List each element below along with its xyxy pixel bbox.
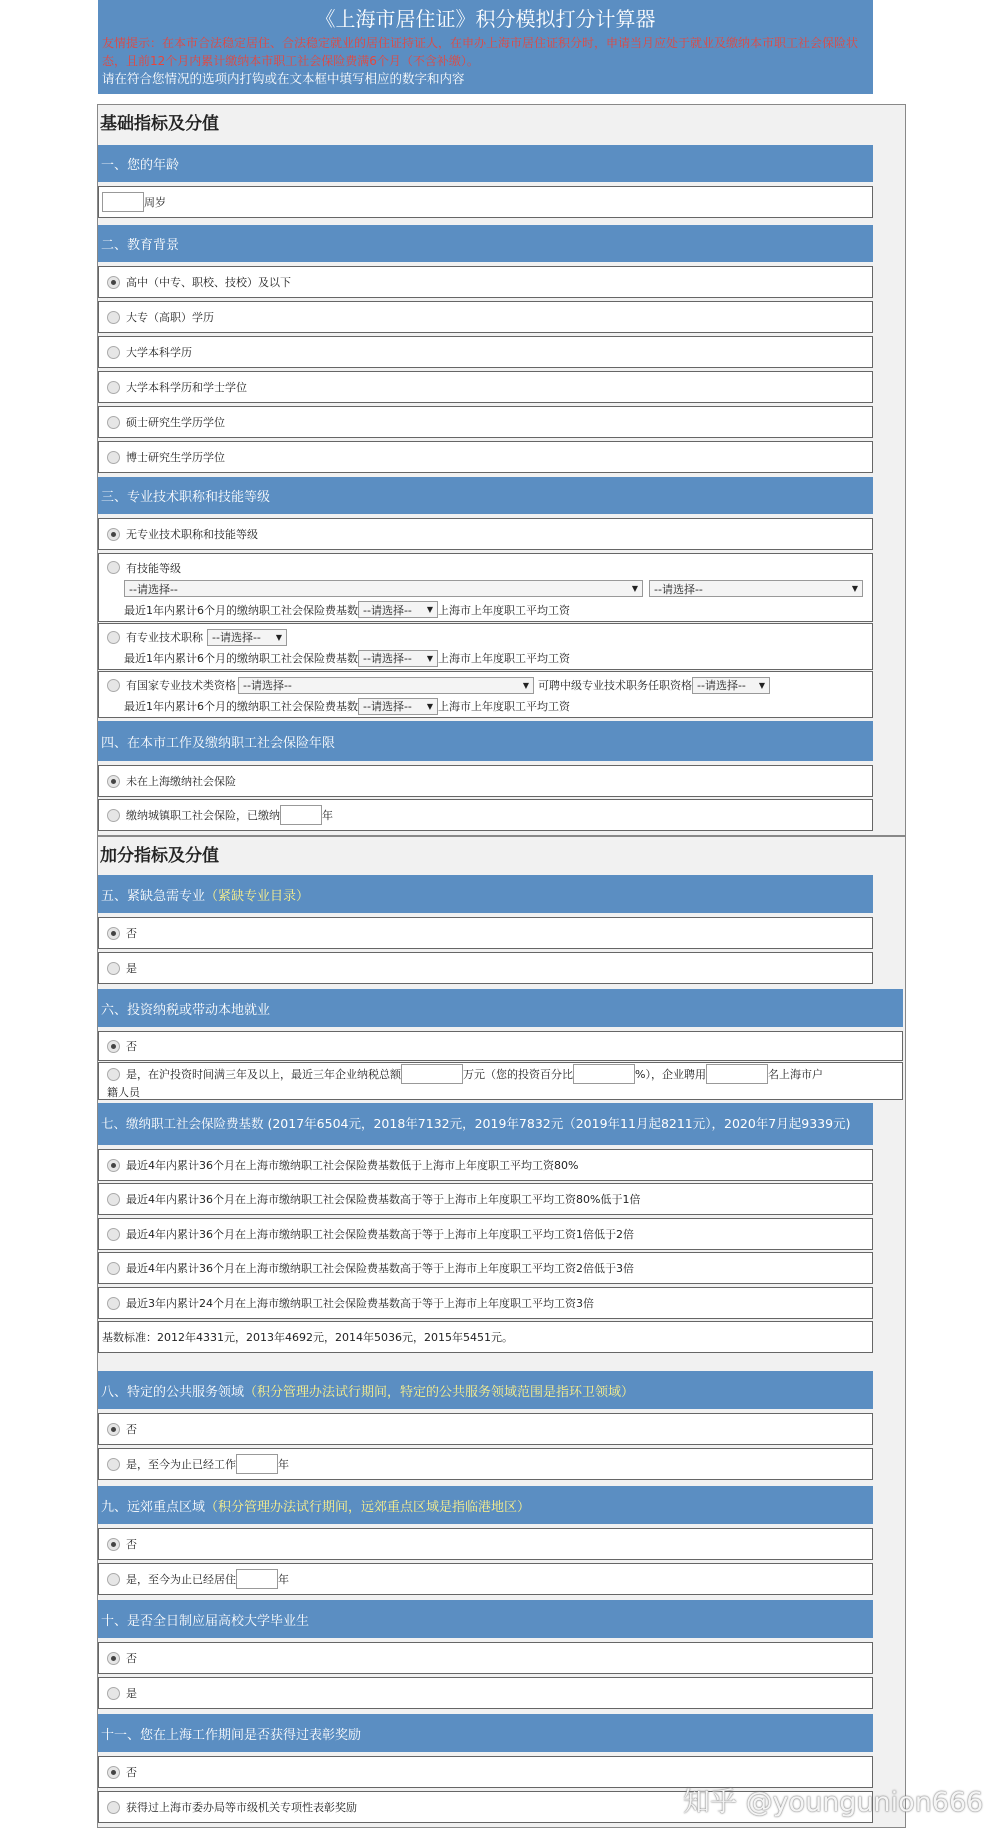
edu-option[interactable]: 博士研究生学历学位 bbox=[98, 441, 873, 473]
ssbase-option[interactable]: 最近4年内累计36个月在上海市缴纳职工社会保险费基数高于等于上海市上年度职工平均工资2倍低于3倍 bbox=[98, 1252, 873, 1284]
hired-count-input[interactable] bbox=[706, 1064, 768, 1084]
radio-icon[interactable] bbox=[107, 679, 120, 692]
bonus-panel-title: 加分指标及分值 bbox=[100, 846, 219, 866]
shortage-no-option[interactable]: 否 bbox=[98, 917, 873, 949]
invest-no-option[interactable]: 否 bbox=[98, 1031, 903, 1061]
section-education: 二、教育背景 bbox=[98, 225, 873, 262]
section-social: 四、在本市工作及缴纳职工社会保险年限 bbox=[98, 721, 873, 761]
radio-icon[interactable] bbox=[107, 1040, 120, 1053]
section-age: 一、您的年龄 bbox=[98, 145, 873, 182]
radio-icon[interactable] bbox=[107, 561, 120, 574]
radio-icon[interactable] bbox=[107, 1573, 120, 1586]
skill-level-row: 有技能等级 --请选择-- ▼ --请选择-- ▼ 最近1年内累计6个月的缴纳职工社会保险费基数 --请选择-- ▼ 上海市上年度职工平均工资 bbox=[98, 553, 873, 622]
radio-icon[interactable] bbox=[107, 276, 120, 289]
radio-icon[interactable] bbox=[107, 1193, 120, 1206]
radio-icon[interactable] bbox=[107, 1458, 120, 1471]
section-title-skill: 三、专业技术职称和技能等级 bbox=[98, 477, 873, 514]
shortage-yes-option[interactable]: 是 bbox=[98, 952, 873, 984]
edu-option[interactable]: 硕士研究生学历学位 bbox=[98, 406, 873, 438]
award-no-option[interactable]: 否 bbox=[98, 1756, 873, 1788]
section-ssbase: 七、缴纳职工社会保险费基数 (2017年6504元，2018年7132元，2019年7832元（2019年11月起8211元），2020年7月起9339元) bbox=[98, 1103, 873, 1145]
social-none-option[interactable]: 未在上海缴纳社会保险 bbox=[98, 765, 873, 797]
radio-icon[interactable] bbox=[107, 451, 120, 464]
ssbase-option[interactable]: 最近4年内累计36个月在上海市缴纳职工社会保险费基数低于上海市上年度职工平均工资80% bbox=[98, 1149, 873, 1181]
invest-yes-option: 是，在沪投资时间满三年及以上，最近三年企业纳税总额 万元（您的投资百分比 %），企业聘用 名上海市户 籍人员 bbox=[98, 1062, 903, 1100]
radio-icon[interactable] bbox=[107, 416, 120, 429]
radio-icon[interactable] bbox=[107, 927, 120, 940]
dropdown-arrow-icon: ▼ bbox=[426, 605, 433, 614]
basic-panel-title: 基础指标及分值 bbox=[100, 114, 219, 134]
age-unit: 周岁 bbox=[144, 196, 166, 209]
dropdown-arrow-icon: ▼ bbox=[631, 584, 638, 593]
section-graduate: 十、是否全日制应届高校大学毕业生 bbox=[98, 1600, 873, 1638]
social-paid-option[interactable]: 缴纳城镇职工社会保险，已缴纳 年 bbox=[98, 799, 873, 831]
tax-total-input[interactable] bbox=[401, 1064, 463, 1084]
section-shortage: 五、紧缺急需专业 （紧缺专业目录） bbox=[98, 875, 873, 913]
radio-icon[interactable] bbox=[107, 1687, 120, 1700]
radio-icon[interactable] bbox=[107, 1652, 120, 1665]
dropdown-arrow-icon: ▼ bbox=[851, 584, 858, 593]
public-yes-option[interactable]: 是，至今为止已经工作 年 bbox=[98, 1448, 873, 1480]
radio-icon[interactable] bbox=[107, 962, 120, 975]
radio-icon[interactable] bbox=[107, 311, 120, 324]
dropdown-arrow-icon: ▼ bbox=[426, 701, 433, 711]
section-suburb: 九、远郊重点区域 （积分管理办法试行期间，远郊重点区域是指临港地区） bbox=[98, 1486, 873, 1524]
suburb-no-option[interactable]: 否 bbox=[98, 1528, 873, 1560]
bonus-panel bbox=[97, 836, 906, 1828]
instruction-text: 请在符合您情况的选项内打钩或在文本框中填写相应的数字和内容 bbox=[102, 71, 465, 86]
section-public-service: 八、特定的公共服务领域 （积分管理办法试行期间，特定的公共服务领域范围是指环卫领域） bbox=[98, 1371, 873, 1409]
mid-qual-select[interactable]: --请选择-- ▼ bbox=[692, 677, 770, 694]
ssbase-option[interactable]: 最近4年内累计36个月在上海市缴纳职工社会保险费基数高于等于上海市上年度职工平均工资80%低于1倍 bbox=[98, 1183, 873, 1215]
prof-title-row: 有专业技术职称 --请选择-- ▼ 最近1年内累计6个月的缴纳职工社会保险费基数 --请选择-- ▼ 上海市上年度职工平均工资 bbox=[98, 623, 873, 670]
radio-icon[interactable] bbox=[107, 631, 120, 644]
ssbase-standard: 基数标准：2012年4331元，2013年4692元，2014年5036元，2015年5451元。 bbox=[98, 1321, 873, 1353]
ss-base-select[interactable]: --请选择-- ▼ bbox=[358, 698, 438, 715]
radio-icon[interactable] bbox=[107, 1068, 120, 1081]
header-banner bbox=[98, 0, 873, 94]
edu-option[interactable]: 大学本科学历和学士学位 bbox=[98, 371, 873, 403]
social-years-input[interactable] bbox=[280, 805, 322, 825]
basic-panel bbox=[97, 104, 906, 836]
radio-icon[interactable] bbox=[107, 775, 120, 788]
invest-percent-input[interactable] bbox=[573, 1064, 635, 1084]
public-no-option[interactable]: 否 bbox=[98, 1413, 873, 1445]
edu-option[interactable]: 大学本科学历 bbox=[98, 336, 873, 368]
graduate-yes-option[interactable]: 是 bbox=[98, 1677, 873, 1709]
radio-icon[interactable] bbox=[107, 346, 120, 359]
dropdown-arrow-icon: ▼ bbox=[426, 653, 433, 663]
graduate-no-option[interactable]: 否 bbox=[98, 1642, 873, 1674]
radio-icon[interactable] bbox=[107, 1297, 120, 1310]
ssbase-option[interactable]: 最近4年内累计36个月在上海市缴纳职工社会保险费基数高于等于上海市上年度职工平均工资1倍低于2倍 bbox=[98, 1218, 873, 1250]
age-row bbox=[98, 186, 873, 218]
skill-type-select[interactable]: --请选择-- ▼ bbox=[124, 580, 643, 597]
prof-title-select[interactable]: --请选择-- ▼ bbox=[207, 629, 287, 646]
radio-icon[interactable] bbox=[107, 1423, 120, 1436]
skill-grade-select[interactable]: --请选择-- ▼ bbox=[649, 580, 863, 597]
edu-option[interactable]: 高中（中专、职校、技校）及以下 bbox=[98, 266, 873, 298]
section-award: 十一、您在上海工作期间是否获得过表彰奖励 bbox=[98, 1714, 873, 1752]
age-input[interactable] bbox=[102, 192, 144, 212]
title-none-option[interactable]: 无专业技术职称和技能等级 bbox=[98, 518, 873, 550]
suburb-years-input[interactable] bbox=[236, 1569, 278, 1589]
radio-icon[interactable] bbox=[107, 381, 120, 394]
radio-icon[interactable] bbox=[107, 1766, 120, 1779]
ssbase-option[interactable]: 最近3年内累计24个月在上海市缴纳职工社会保险费基数高于等于上海市上年度职工平均工资3倍 bbox=[98, 1287, 873, 1319]
radio-icon[interactable] bbox=[107, 1262, 120, 1275]
section-invest: 六、投资纳税或带动本地就业 bbox=[98, 989, 903, 1027]
dropdown-arrow-icon: ▼ bbox=[275, 632, 282, 642]
award-opt1-option[interactable]: 获得过上海市委办局等市级机关专项性表彰奖励 bbox=[98, 1791, 873, 1823]
radio-icon[interactable] bbox=[107, 1538, 120, 1551]
public-years-input[interactable] bbox=[236, 1454, 278, 1474]
national-qual-select[interactable]: --请选择-- ▼ bbox=[238, 677, 534, 694]
ss-base-select[interactable]: --请选择-- ▼ bbox=[358, 601, 438, 618]
dropdown-arrow-icon: ▼ bbox=[758, 680, 765, 690]
ss-base-select[interactable]: --请选择-- ▼ bbox=[358, 650, 438, 667]
page-title: 《上海市居住证》积分模拟打分计算器 bbox=[315, 7, 656, 31]
warning-text: 友情提示：在本市合法稳定居住、合法稳定就业的居住证持证人，在申办上海市居住证积分时，申请当月应处于就业及缴纳本市职工社会保险状态，且前12个月内累计缴纳本市职工社会保险费满6个月（不含补缴）。 bbox=[102, 36, 859, 68]
national-qual-row: 有国家专业技术类资格 --请选择-- ▼ 可聘中级专业技术职务任职资格 --请选择-- ▼ 最近1年内累计6个月的缴纳职工社会保险费基数 --请选择-- ▼ 上海市上年度职工平均工资 bbox=[98, 671, 873, 718]
radio-icon[interactable] bbox=[107, 528, 120, 541]
watermark: 知乎 @youngunion666 bbox=[683, 1787, 984, 1818]
radio-icon[interactable] bbox=[107, 1228, 120, 1241]
radio-icon[interactable] bbox=[107, 809, 120, 822]
suburb-yes-option[interactable]: 是，至今为止已经居住 年 bbox=[98, 1563, 873, 1595]
radio-icon[interactable] bbox=[107, 1801, 120, 1814]
shortage-list-link[interactable]: （紧缺专业目录） bbox=[205, 888, 310, 904]
dropdown-arrow-icon: ▼ bbox=[522, 680, 529, 690]
radio-icon[interactable] bbox=[107, 1159, 120, 1172]
edu-option[interactable]: 大专（高职）学历 bbox=[98, 301, 873, 333]
